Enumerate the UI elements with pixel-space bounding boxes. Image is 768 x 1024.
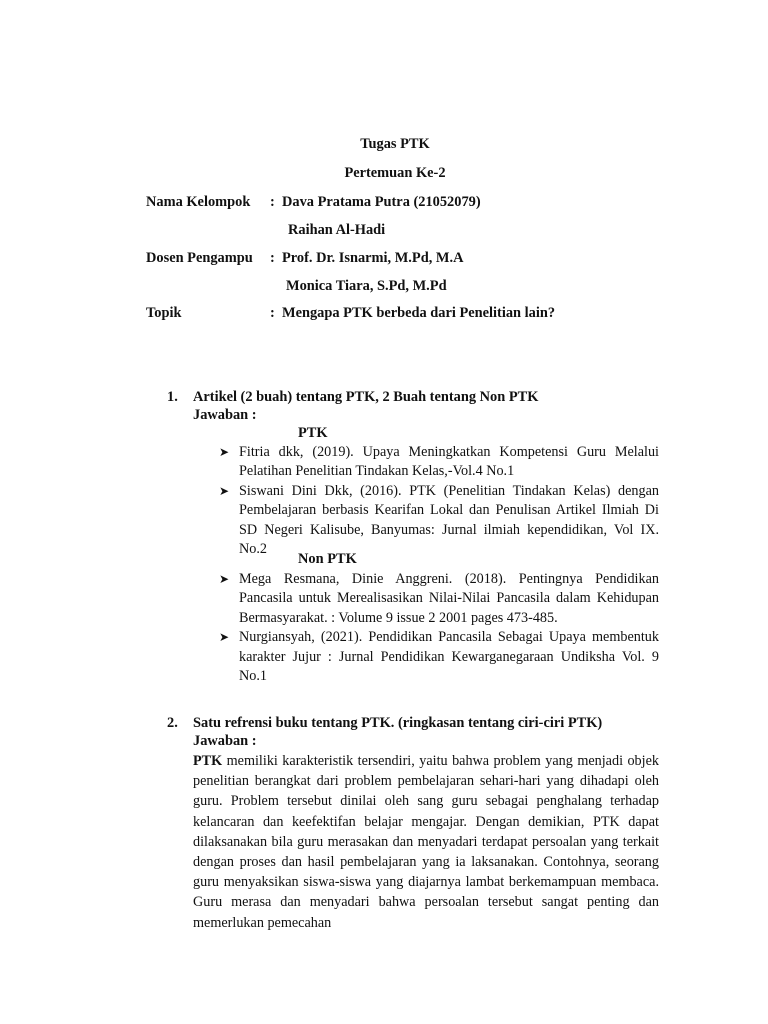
arrowhead-bullet-icon: ➤ [219,630,230,645]
nonptk-heading: Non PTK [298,551,357,567]
group-row [146,194,481,211]
reference-text: Fitria dkk, (2019). Upaya Meningkatkan Kompetensi Guru Melalui Pelatihan Penelitian Tindakan Kelas,-Vol.4 No.1 [239,444,659,480]
lead-term: PTK [193,753,223,769]
lecturer-separator: : [270,250,275,266]
ptk-heading: PTK [298,425,328,441]
group-label: Nama Kelompok [146,194,251,210]
arrowhead-bullet-icon: ➤ [219,483,230,498]
ptk-reference-list [219,443,659,559]
question-2-text: Satu refrensi buku tentang PTK. (ringkasan tentang ciri-ciri PTK) [193,715,603,731]
group-separator: : [270,194,275,210]
question-1-text: Artikel (2 buah) tentang PTK, 2 Buah tentang Non PTK [193,389,539,405]
list-item [219,570,659,628]
answer-paragraph [193,751,659,933]
lecturer-2: Monica Tiara, S.Pd, M.Pd [286,278,447,294]
lecturer-row [146,250,463,267]
arrowhead-bullet-icon: ➤ [219,572,230,586]
document-subtitle: Pertemuan Ke-2 [344,165,446,181]
lecturer-1: Prof. Dr. Isnarmi, M.Pd, M.A [282,250,464,266]
list-item [219,482,659,560]
topic-value: Mengapa PTK berbeda dari Penelitian lain? [282,305,556,321]
topic-label: Topik [146,305,182,321]
question-1-answer-label: Jawaban : [193,407,257,423]
group-member-1: Dava Pratama Putra (21052079) [282,194,481,210]
reference-text: Siswani Dini Dkk, (2016). PTK (Penelitian Tindakan Kelas) dengan Pembelajaran berbasis Kearifan Lokal dan Penulisan Artikel Ilmiah Di SD Negeri Kalisube, Banyumas: Jurnal ilmiah kependidikan, Vol IX. No.2 [239,482,659,558]
topic-row [146,305,555,322]
question-2-number: 2. [167,715,178,731]
arrowhead-bullet-icon: ➤ [219,445,230,459]
group-member-2: Raihan Al-Hadi [288,222,386,238]
question-2-answer-label: Jawaban : [193,733,257,749]
list-item [219,443,659,482]
nonptk-reference-list [219,570,659,686]
reference-text: Mega Resmana, Dinie Anggreni. (2018). Pentingnya Pendidikan Pancasila untuk Merealisasikan Nilai-Nilai Pancasila dalam Kehidupan Bermasyarakat. : Volume 9 issue 2 2001 pages 473-485. [239,571,659,626]
list-item [219,628,659,686]
question-1-number: 1. [167,389,178,405]
document-title: Tugas PTK [360,136,430,152]
reference-text: Nurgiansyah, (2021). Pendidikan Pancasila Sebagai Upaya membentuk karakter Jujur : Jurnal Pendidikan Kewarganegaraan Undiksha Vol. 9 No.1 [239,629,659,685]
answer-body: memiliki karakteristik tersendiri, yaitu bahwa problem yang menjadi objek penelitian berangkat dari problem pembelajaran sehari-hari yang dihadapi oleh guru. Problem tersebut dinilai oleh sang guru sebagai penghalang terhadap kelancaran dan keefektifan belajar mengajar. Dengan demikian, PTK dapat dilaksanakan bila guru merasakan dan menyadari terdapat persoalan yang terkait dengan proses dan hasil pembelajaran yang ia laksanakan. Contohnya, seorang guru menyaksikan siswa-siswa yang diajarnya lambat berkemampuan membaca. Guru merasa dan menyadari bahwa persoalan tersebut sangat penting dan memerlukan pemecahan [193,753,659,931]
lecturer-label: Dosen Pengampu [146,250,253,266]
topic-separator: : [270,305,275,321]
